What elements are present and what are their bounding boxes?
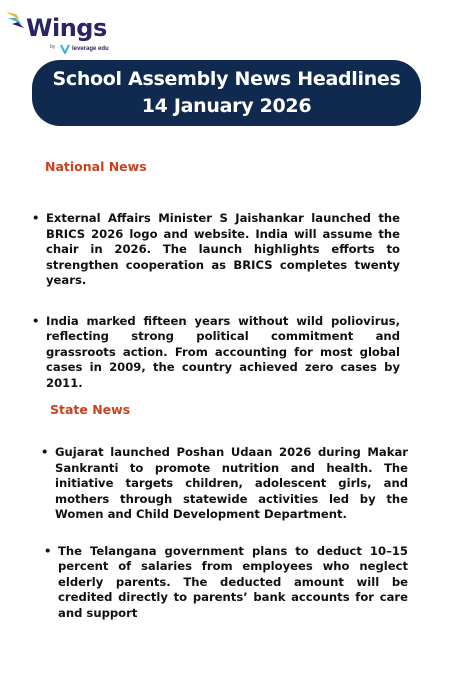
banner-date: 14 January 2026 (141, 95, 312, 117)
state-news-list (43, 445, 408, 621)
news-item: • The Telangana government plans to deduct 10–15 percent of salaries from employees who neglect elderly parents. The deducted amount will be credited directly to parents’ bank accounts for care and support (46, 544, 408, 622)
news-item: • External Affairs Minister S Jaishankar launched the BRICS 2026 logo and website. India will assume the chair in 2026. The launch highlights efforts to strengthen cooperation as BRICS completes twenty years. (34, 211, 400, 289)
logo-name: Wings (26, 14, 107, 42)
wings-logo (6, 6, 116, 60)
leverage-icon (60, 44, 70, 54)
banner-title: School Assembly News Headlines (52, 68, 401, 90)
state-news-heading: State News (50, 402, 131, 417)
national-news-list (34, 211, 400, 391)
logo-by: by (50, 44, 56, 50)
news-item: • Gujarat launched Poshan Udaan 2026 during Makar Sankranti to promote nutrition and health. The initiative targets children, adolescent girls, and mothers through statewide activities led by the Women and Child Development Department. (43, 445, 408, 523)
headline-banner (32, 60, 421, 126)
news-item: • India marked fifteen years without wild poliovirus, reflecting strong political commitment and grassroots action. From accounting for most global cases in 2009, the country achieved zero cases by 2011. (34, 314, 400, 392)
national-news-heading: National News (45, 159, 147, 174)
logo-subtitle: leverage edu (72, 46, 109, 52)
